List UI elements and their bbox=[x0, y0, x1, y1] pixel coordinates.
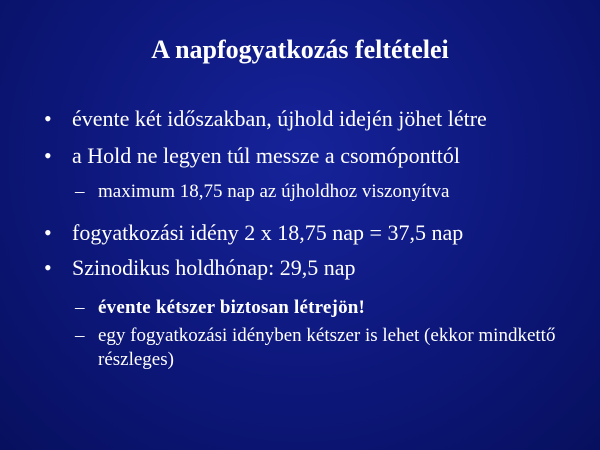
sub-bullet-item bbox=[40, 296, 580, 320]
bullet-text: a Hold ne legyen túl messze a csomóponttól bbox=[72, 143, 460, 168]
sub-bullet-text: évente kétszer biztosan létrejön! bbox=[98, 297, 366, 318]
sub-bullet-item bbox=[40, 180, 580, 204]
bullet-icon: • bbox=[44, 143, 52, 168]
bullet-text: fogyatkozási idény 2 x 18,75 nap = 37,5 nap bbox=[72, 220, 464, 245]
sub-bullet-item bbox=[40, 324, 580, 372]
bullet-icon: • bbox=[44, 106, 52, 131]
bullet-icon: • bbox=[44, 255, 52, 280]
bullet-text: évente két időszakban, újhold idején jöhet létre bbox=[72, 106, 487, 131]
sub-bullet-text: egy fogyatkozási idényben kétszer is lehet (ekkor mindkettő részleges) bbox=[98, 325, 556, 370]
bullet-item bbox=[40, 141, 580, 170]
bullet-list bbox=[40, 104, 580, 372]
bullet-item bbox=[40, 104, 580, 133]
bullet-item bbox=[40, 253, 580, 282]
bullet-text: Szinodikus holdhónap: 29,5 nap bbox=[72, 255, 356, 280]
bullet-item bbox=[40, 218, 580, 247]
sub-bullet-text: maximum 18,75 nap az újholdhoz viszonyítva bbox=[98, 181, 450, 202]
slide-title: A napfogyatkozás feltételei bbox=[151, 35, 449, 64]
dash-icon: – bbox=[75, 325, 85, 346]
dash-icon: – bbox=[75, 181, 85, 202]
dash-icon: – bbox=[75, 297, 85, 318]
bullet-icon: • bbox=[44, 220, 52, 245]
